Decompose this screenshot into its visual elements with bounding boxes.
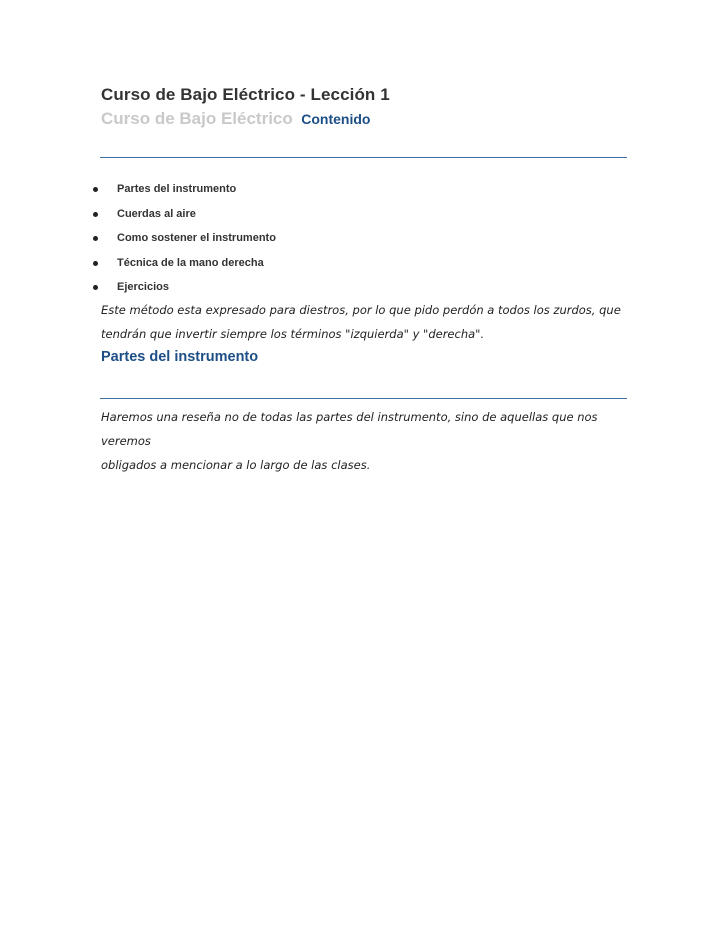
- toc-item-tecnica[interactable]: [90, 255, 276, 280]
- bullet-icon: [93, 212, 98, 217]
- page-subtitle: [101, 109, 370, 129]
- toc-item-label: Cuerdas al aire: [117, 207, 196, 220]
- toc-item-label: Ejercicios: [117, 281, 169, 293]
- toc-item-cuerdas[interactable]: [90, 206, 276, 231]
- divider-section: [100, 398, 627, 399]
- toc-item-label: Como sostener el instrumento: [117, 232, 276, 244]
- table-of-contents: [90, 181, 276, 304]
- section-paragraph: [101, 405, 641, 477]
- subtitle-course-name: Curso de Bajo Eléctrico: [101, 109, 293, 128]
- section-heading: Partes del instrumento: [101, 349, 259, 365]
- toc-item-label: Partes del instrumento: [117, 183, 237, 195]
- divider-top: [100, 157, 627, 158]
- intro-paragraph: [101, 298, 641, 346]
- toc-item-partes[interactable]: [90, 181, 276, 206]
- page-title: Curso de Bajo Eléctrico - Lección 1: [101, 85, 390, 104]
- bullet-icon: [93, 261, 98, 266]
- toc-item-sostener[interactable]: [90, 230, 276, 255]
- section-line: Haremos una reseña no de todas las partes del instrumento, sino de aquellas que nos veremos: [101, 410, 598, 448]
- toc-item-label: Técnica de la mano derecha: [117, 256, 264, 269]
- intro-line: tendrán que invertir siempre los términos "izquierda" y "derecha".: [101, 327, 485, 341]
- bullet-icon: [93, 285, 98, 290]
- section-line: obligados a mencionar a lo largo de las clases.: [101, 458, 371, 472]
- subtitle-contents-label: Contenido: [301, 111, 371, 127]
- bullet-icon: [93, 236, 98, 241]
- bullet-icon: [93, 187, 98, 192]
- intro-line: Este método esta expresado para diestros, por lo que pido perdón a todos los zurdos, que: [101, 303, 621, 317]
